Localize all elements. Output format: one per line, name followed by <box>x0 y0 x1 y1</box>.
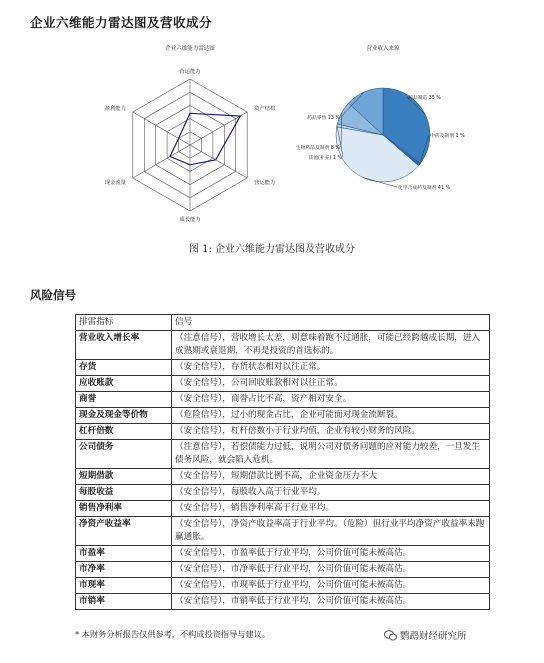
risk-indicator: 市净率 <box>76 562 172 578</box>
table-row <box>76 517 490 546</box>
risk-signal: （注意信号），营收增长太差，则意味着跑不过通胀，可能已经跨越成长期，进入成熟期或衰退期，不再是投资的首选标的。 <box>172 331 490 360</box>
pie-slice-label: 其他(补充) 1 % <box>308 156 342 161</box>
risk-indicator: 应收账款 <box>76 376 172 392</box>
radar-axis-label: 成长能力 <box>179 217 201 223</box>
table-row <box>76 424 490 440</box>
risk-indicator: 销售净利率 <box>76 501 172 517</box>
table-row <box>76 562 490 578</box>
pie-slice-label: 中药及制剂 1 % <box>430 134 465 139</box>
risk-signal: （危险信号），过小的现金占比，企业可能面对现金流断裂。 <box>172 408 490 424</box>
risk-indicator: 净资产收益率 <box>76 517 172 546</box>
radar-axis-label: 营运能力 <box>254 180 276 186</box>
header-indicator: 排雷指标 <box>76 315 172 331</box>
risk-signal: （安全信号），杠杆倍数小于行业均值，企业有较小财务的风险。 <box>172 424 490 440</box>
wechat-icon <box>384 630 397 641</box>
risk-signal: （安全信号），市现率低于行业平均，公司价值可能未被高估。 <box>172 578 490 594</box>
pie-slice-label: 药品零售 13 % <box>307 116 340 121</box>
risk-signal: （注意信号），若偿债能力过低，说明公司对债务问题的应对能力较差，一旦发生债务风险，就会陷入危机。 <box>172 440 490 469</box>
table-row <box>76 469 490 485</box>
charts-figure <box>0 32 544 227</box>
table-row <box>76 360 490 376</box>
pie-slice-label: 化学合成药及制剂 41 % <box>398 186 451 191</box>
radar-axis-label: 盈利能力 <box>104 106 126 112</box>
table-row <box>76 376 490 392</box>
section-title: 企业六维能力雷达图及营收成分 <box>30 15 213 30</box>
risk-indicator: 市盈率 <box>76 546 172 562</box>
radar-title: 企业六维能力雷达图 <box>165 46 215 52</box>
risk-indicator: 公司债务 <box>76 440 172 469</box>
risk-signal: （安全信号），市净率低于行业平均，公司价值可能未被高估。 <box>172 562 490 578</box>
watermark-text: 鹦鹉财经研究所 <box>400 631 467 642</box>
risk-indicator: 市现率 <box>76 578 172 594</box>
radar-chart <box>105 44 276 223</box>
watermark <box>384 628 467 642</box>
risk-signal: （安全信号），公司回收账款相对以往正常。 <box>172 376 490 392</box>
table-row <box>76 594 490 610</box>
risk-indicator: 市销率 <box>76 594 172 610</box>
radar-spoke <box>190 145 247 178</box>
table-row <box>76 578 490 594</box>
risk-signal: （安全信号），市销率低于行业平均，公司价值可能未被高估。 <box>172 594 490 610</box>
table-header-row <box>76 315 490 331</box>
risk-signal: （安全信号），销售净利率高于行业平均。 <box>172 501 490 517</box>
risk-signal: （安全信号），净资产收益率高于行业平均。（危险）但行业平均净资产收益率未跑赢通胀。 <box>172 517 490 546</box>
risk-indicator: 每股收益 <box>76 485 172 501</box>
radar-series-line <box>170 113 240 165</box>
risk-signal: （安全信号），短期借款比例不高，企业资金压力不大 <box>172 469 490 485</box>
radar-axis-label: 营运能力 <box>179 69 201 75</box>
risk-signal: （安全信号），市盈率低于行业平均，公司价值可能未被高估。 <box>172 546 490 562</box>
table-row <box>76 546 490 562</box>
table-row <box>76 440 490 469</box>
table-row <box>76 392 490 408</box>
risk-indicator: 杠杆倍数 <box>76 424 172 440</box>
table-row <box>76 485 490 501</box>
risk-indicator: 营业收入增长率 <box>76 331 172 360</box>
risk-indicator: 商誉 <box>76 392 172 408</box>
pie-slice-label: 生物药品及制剂 8 % <box>295 146 340 151</box>
risk-signal: （安全信号），商誉占比不高，资产相对安全。 <box>172 392 490 408</box>
figure-caption: 图 1: 企业六维能力雷达图及营收成分 <box>188 244 356 255</box>
disclaimer-footnote: * 本财务分析报告仅供参考，不构成投资指导与建议。 <box>75 629 271 639</box>
table-row <box>76 501 490 517</box>
radar-axis-label: 现金流量 <box>104 180 126 186</box>
pie-chart <box>296 44 465 191</box>
radar-spoke <box>133 112 190 145</box>
risk-table <box>75 314 490 610</box>
risk-signal: （安全信号），存货状态相对以往正常。 <box>172 360 490 376</box>
risk-indicator: 短期借款 <box>76 469 172 485</box>
radar-spoke <box>190 112 247 145</box>
risk-signal: （安全信号），每股收入高于行业平均。 <box>172 485 490 501</box>
pie-slice-label: 药品制造 35 % <box>408 96 441 101</box>
table-row <box>76 408 490 424</box>
risk-indicator: 现金及现金等价物 <box>76 408 172 424</box>
risk-indicator: 存货 <box>76 360 172 376</box>
pie-title: 营业收入来源 <box>366 46 400 52</box>
table-row <box>76 331 490 360</box>
radar-axis-label: 资产结构 <box>254 106 276 112</box>
header-signal: 信号 <box>172 315 490 331</box>
risk-title: 风险信号 <box>30 288 76 302</box>
